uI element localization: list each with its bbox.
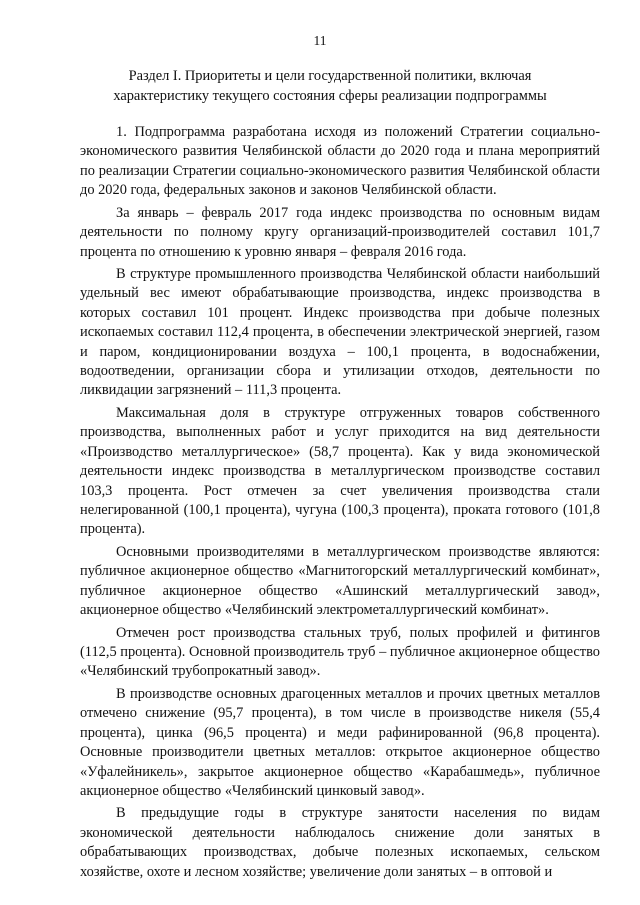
body-text	[80, 123, 600, 885]
paragraph: В производстве основных драгоценных металлов и прочих цветных металлов отмечено снижение (95,7 процента), в том числе в производстве никеля (55,4 процента), цинка (96,5 процента) и меди рафинированной (96,8 процента). Основные производители цветных металлов: открытое акционерное общество «Уфалейникель», закрытое акционерное общество «Карабашмедь», публичное акционерное общество «Челябинский цинковый завод».	[80, 685, 600, 799]
paragraph: Отмечен рост производства стальных труб, полых профилей и фитингов (112,5 процента). Основной производитель труб – публичное акционерное общество «Челябинский трубопрокатный завод».	[80, 624, 600, 680]
paragraph: В структуре промышленного производства Челябинской области наибольший удельный вес имеют обрабатывающие производства, индекс производства в которых составил 101 процент. Индекс производства при добыче полезных ископаемых составил 112,4 процента, в обеспечении электрической энергией, газом и паром, кондиционировании воздуха – 100,1 процента, в водоснабжении, водоотведении, организации сбора и утилизации отходов, деятельности по ликвидации загрязнений – 111,3 процента.	[80, 266, 600, 399]
paragraph: В предыдущие годы в структуре занятости населения по видам экономической деятельности наблюдалось снижение доли занятых в обрабатывающих производствах, добыче полезных ископаемых, сельском хозяйстве, охоте и лесном хозяйстве; увеличение доли занятых – в оптовой и	[80, 805, 600, 880]
paragraph: Максимальная доля в структуре отгруженных товаров собственного производства, выполненных работ и услуг приходится на вид деятельности «Производство металлургическое» (58,7 процента). Как у вида экономической деятельности индекс производства в металлургическом производстве составил 103,3 процента. Рост отмечен за счет увеличения производства стали нелегированной (100,1 процента), чугуна (100,3 процента), проката готового (101,8 процента).	[80, 404, 600, 538]
paragraph: За январь – февраль 2017 года индекс производства по основным видам деятельности по полному кругу организаций-производителей составил 101,7 процента по отношению к уровню января – февраля 2016 года.	[80, 204, 600, 260]
paragraph: 1. Подпрограмма разработана исходя из положений Стратегии социально-экономического развития Челябинской области до 2020 года и плана мероприятий по реализации Стратегии социально-экономического развития Челябинской области до 2020 года, федеральных законов и законов Челябинской области.	[80, 124, 600, 199]
page-number: 11	[313, 33, 327, 48]
section-title: Раздел I. Приоритеты и цели государственной политики, включая характеристику текущего состояния сферы реализации подпрограммы	[113, 68, 547, 104]
paragraph: Основными производителями в металлургическом производстве являются: публичное акционерное общество «Магнитогорский металлургический комбинат», публичное акционерное общество «Ашинский металлургический завод», акционерное общество «Челябинский электрометаллургический комбинат».	[80, 543, 600, 619]
